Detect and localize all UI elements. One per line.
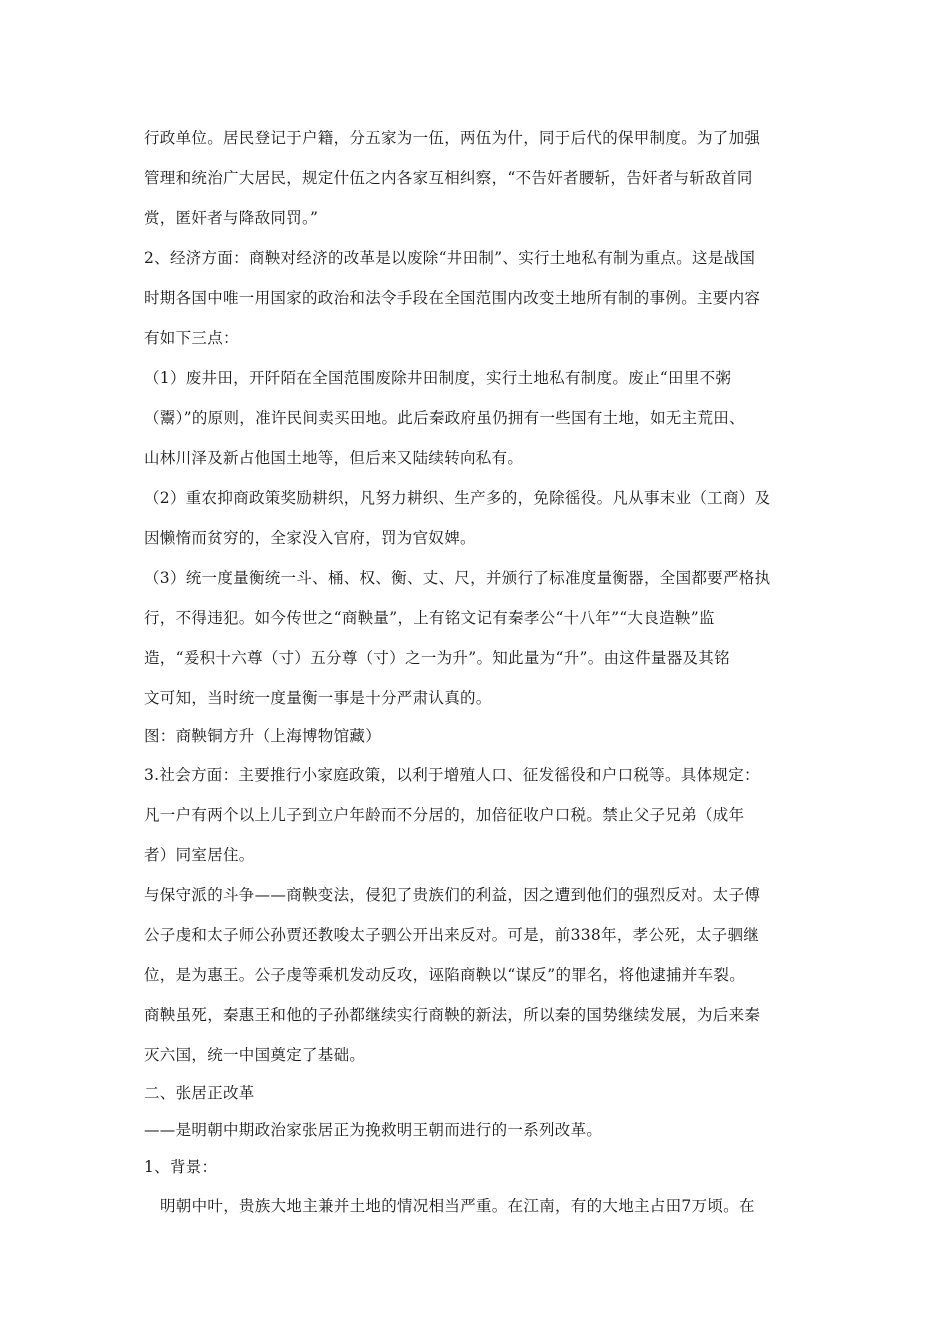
document-body — [144, 118, 812, 1226]
text-line: 赏，匿奸者与降敌同罚。” — [144, 209, 319, 227]
text-line: 行政单位。居民登记于户籍，分五家为一伍，两伍为什，同于后代的保甲制度。为了加强 — [144, 129, 761, 147]
text-line: 3.社会方面：主要推行小家庭政策，以利于增殖人口、征发徭役和户口税等。具体规定： — [144, 766, 760, 784]
section-subtitle: ——是明朝中期政治家张居正为挽救明王朝而进行的一系列改革。 — [144, 1121, 603, 1139]
text-line: 位，是为惠王。公子虔等乘机发动反攻，诬陷商鞅以“谋反”的罪名，将他逮捕并车裂。 — [144, 966, 746, 984]
text-line: 凡一户有两个以上儿子到立户年龄而不分居的，加倍征收户口税。禁止父子兄弟（成年 — [144, 806, 745, 824]
text-line: 时期各国中唯一用国家的政治和法令手段在全国范围内改变土地所有制的事例。主要内容 — [144, 289, 761, 307]
text-line: （2）重农抑商政策奖励耕织，凡努力耕织、生产多的，免除徭役。凡从事末业（工商）及 — [144, 489, 771, 507]
text-line: 与保守派的斗争——商鞅变法，侵犯了贵族们的利益，因之遭到他们的强烈反对。太子傅 — [144, 886, 761, 904]
text-line: 有如下三点： — [144, 329, 239, 347]
text-line: 行，不得违犯。如今传世之“商鞅量”，上有铭文记有秦孝公“十八年”“大良造鞅”监 — [144, 609, 715, 627]
text-line: 灭六国，统一中国奠定了基础。 — [144, 1046, 366, 1064]
text-line: 商鞅虽死，秦惠王和他的子孙都继续实行商鞅的新法，所以秦的国势继续发展，为后来秦 — [144, 1006, 761, 1024]
text-line: 管理和统治广大居民，规定什伍之内各家互相纠察，“不告奸者腰斩，告奸者与斩敌首同 — [144, 169, 753, 187]
figure-caption: 图：商鞅铜方升（上海博物馆藏） — [144, 727, 382, 745]
text-line: 2、经济方面：商鞅对经济的改革是以废除“井田制”、实行土地私有制为重点。这是战国 — [144, 249, 756, 267]
text-line: 公子虔和太子师公孙贾还教唆太子驷公开出来反对。可是，前338年，孝公死，太子驷继 — [144, 926, 760, 944]
text-line: 者）同室居住。 — [144, 846, 255, 864]
text-line: 山林川泽及新占他国土地等，但后来又陆续转向私有。 — [144, 449, 524, 467]
text-line: （鬻）”的原则，准许民间卖买田地。此后秦政府虽仍拥有一些国有土地，如无主荒田、 — [144, 409, 745, 427]
text-line: 因懒惰而贫穷的，全家没入官府，罚为官奴婢。 — [144, 529, 476, 547]
text-line: 文可知，当时统一度量衡一事是十分严肃认真的。 — [144, 689, 492, 707]
text-line: 明朝中叶，贵族大地主兼并土地的情况相当严重。在江南，有的大地主占田7万顷。在 — [160, 1197, 755, 1215]
text-line: （1）废井田，开阡陌在全国范围废除井田制度，实行土地私有制度。废止“田里不粥 — [144, 369, 732, 387]
text-line: 造，“爰积十六尊（寸）五分尊（寸）之一为升”。知此量为“升”。由这件量器及其铭 — [144, 649, 730, 667]
section-heading: 二、张居正改革 — [144, 1084, 255, 1102]
subsection-heading: 1、背景： — [144, 1158, 218, 1176]
text-line: （3）统一度量衡统一斗、桶、权、衡、丈、尺，并颁行了标准度量衡器，全国都要严格执 — [144, 569, 771, 587]
